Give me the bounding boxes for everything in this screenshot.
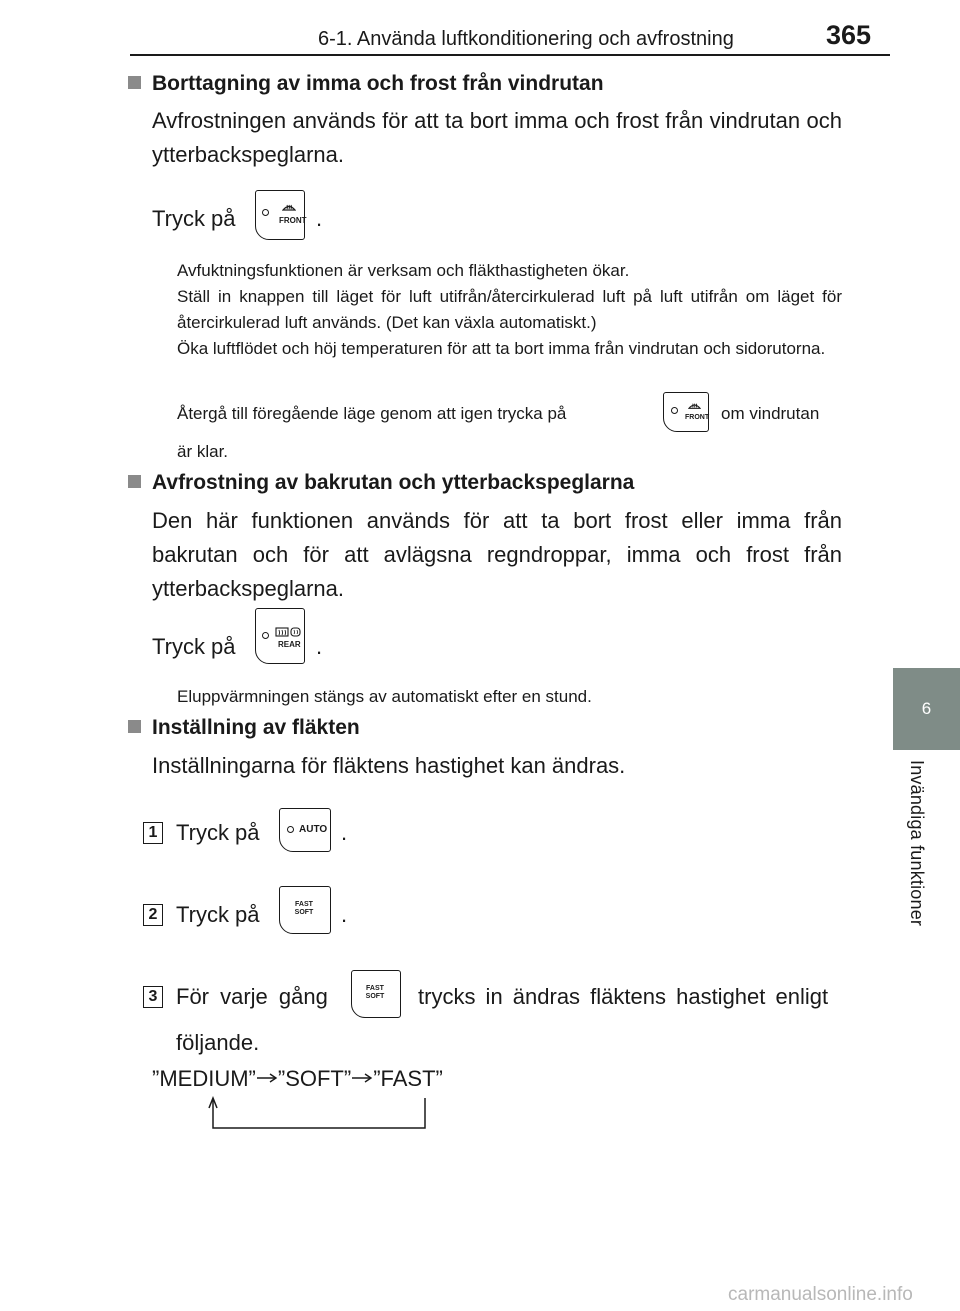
fan-button-label-bottom: SOFT <box>365 993 385 1000</box>
cycle-step-soft: ”SOFT” <box>277 1066 352 1091</box>
section-heading-rear-defog <box>128 471 634 495</box>
rear-window-defrost-icon <box>275 627 289 637</box>
section-title: 6-1. Använda luftkonditionering och avfrostning <box>318 28 734 50</box>
note-auto-off: Eluppvärmningen stängs av automatiskt efter en stund. <box>177 687 592 706</box>
windshield-defrost-icon <box>282 202 296 213</box>
fan-button-label-bottom: SOFT <box>294 909 314 916</box>
fan-button-label-top: FAST <box>366 985 384 992</box>
page-number: 365 <box>826 20 872 50</box>
section-body-fan: Inställningarna för fläktens hastighet kan ändras. <box>152 753 626 778</box>
chapter-tab <box>893 668 960 750</box>
heading-text: Inställning av fläkten <box>152 716 360 739</box>
front-button-label: FRONT <box>279 216 307 225</box>
note-airflow: Öka luftflödet och höj temperaturen för att ta bort imma från vindrutan och sidorutorna. <box>177 339 826 358</box>
note-air-intake: Ställ in knappen till läget för luft utifrån/återcirkulerad luft på luft utifrån om läget för återcirkulerad luft används. (Det kan växla automatiskt.) <box>177 287 842 332</box>
fan-button-label-top: FAST <box>295 901 313 908</box>
indicator-dot-icon <box>287 826 294 833</box>
heading-marker-icon <box>128 76 141 89</box>
windshield-defrost-icon <box>688 401 701 411</box>
indicator-dot-icon <box>262 209 269 216</box>
step-number: 1 <box>143 822 163 844</box>
watermark: carmanualsonline.info <box>728 1284 913 1305</box>
press-suffix: . <box>316 206 323 231</box>
fan-speed-button <box>351 970 401 1018</box>
step-text-prefix: För varje gång <box>176 984 328 1009</box>
fan-speed-cycle <box>152 1066 443 1092</box>
front-defroster-button <box>255 190 305 240</box>
press-suffix: . <box>316 634 323 659</box>
arrow-right-icon <box>351 1072 373 1084</box>
section-body-rear-defog: Den här funktionen används för att ta bort frost eller imma från bakrutan och för att avlägsna regndroppar, imma och frost från ytterbackspeglarna. <box>152 508 842 601</box>
step-text-continuation: följande. <box>176 1030 260 1055</box>
heading-marker-icon <box>128 475 141 488</box>
cycle-step-medium: ”MEDIUM” <box>152 1066 256 1091</box>
press-prefix: Tryck på <box>152 206 236 231</box>
header-divider <box>130 54 890 56</box>
step-text-suffix: trycks in ändras fläktens hastighet enligt <box>418 984 829 1009</box>
chapter-number: 6 <box>921 699 932 718</box>
chapter-title: Invändiga funktioner <box>907 760 927 927</box>
section-heading-defog <box>128 72 604 96</box>
mirror-defrost-icon <box>290 627 301 637</box>
rear-defroster-button <box>255 608 305 664</box>
step-text-prefix: Tryck på <box>176 820 260 845</box>
indicator-dot-icon <box>671 407 678 414</box>
heading-text: Borttagning av imma och frost från vindrutan <box>152 72 604 95</box>
fan-speed-button <box>279 886 331 934</box>
rear-button-label: REAR <box>278 640 301 649</box>
cycle-step-fast: ”FAST” <box>373 1066 443 1091</box>
step-number: 2 <box>143 904 163 926</box>
step-number: 3 <box>143 986 163 1008</box>
front-defroster-button-small <box>663 392 709 432</box>
auto-button-label: AUTO <box>299 824 328 835</box>
indicator-dot-icon <box>262 632 269 639</box>
heading-marker-icon <box>128 720 141 733</box>
step-text-suffix: . <box>341 820 348 845</box>
step-text-suffix: . <box>341 902 348 927</box>
cycle-return-arrow-icon <box>205 1096 435 1132</box>
step-text-prefix: Tryck på <box>176 902 260 927</box>
section-heading-fan <box>128 716 360 740</box>
section-body-defog: Avfrostningen används för att ta bort imma och frost från vindrutan och ytterbackspeglarna. <box>152 108 842 167</box>
front-button-label: FRONT <box>685 414 710 421</box>
heading-text: Avfrostning av bakrutan och ytterbackspeglarna <box>152 471 635 494</box>
press-prefix: Tryck på <box>152 634 236 659</box>
return-prefix: Återgå till föregående läge genom att igen trycka på <box>177 404 567 423</box>
arrow-right-icon <box>256 1072 278 1084</box>
return-suffix: om vindrutan <box>721 404 820 423</box>
auto-button <box>279 808 331 852</box>
return-end: är klar. <box>177 442 229 461</box>
note-dehumidify: Avfuktningsfunktionen är verksam och fläkthastigheten ökar. <box>177 261 630 280</box>
